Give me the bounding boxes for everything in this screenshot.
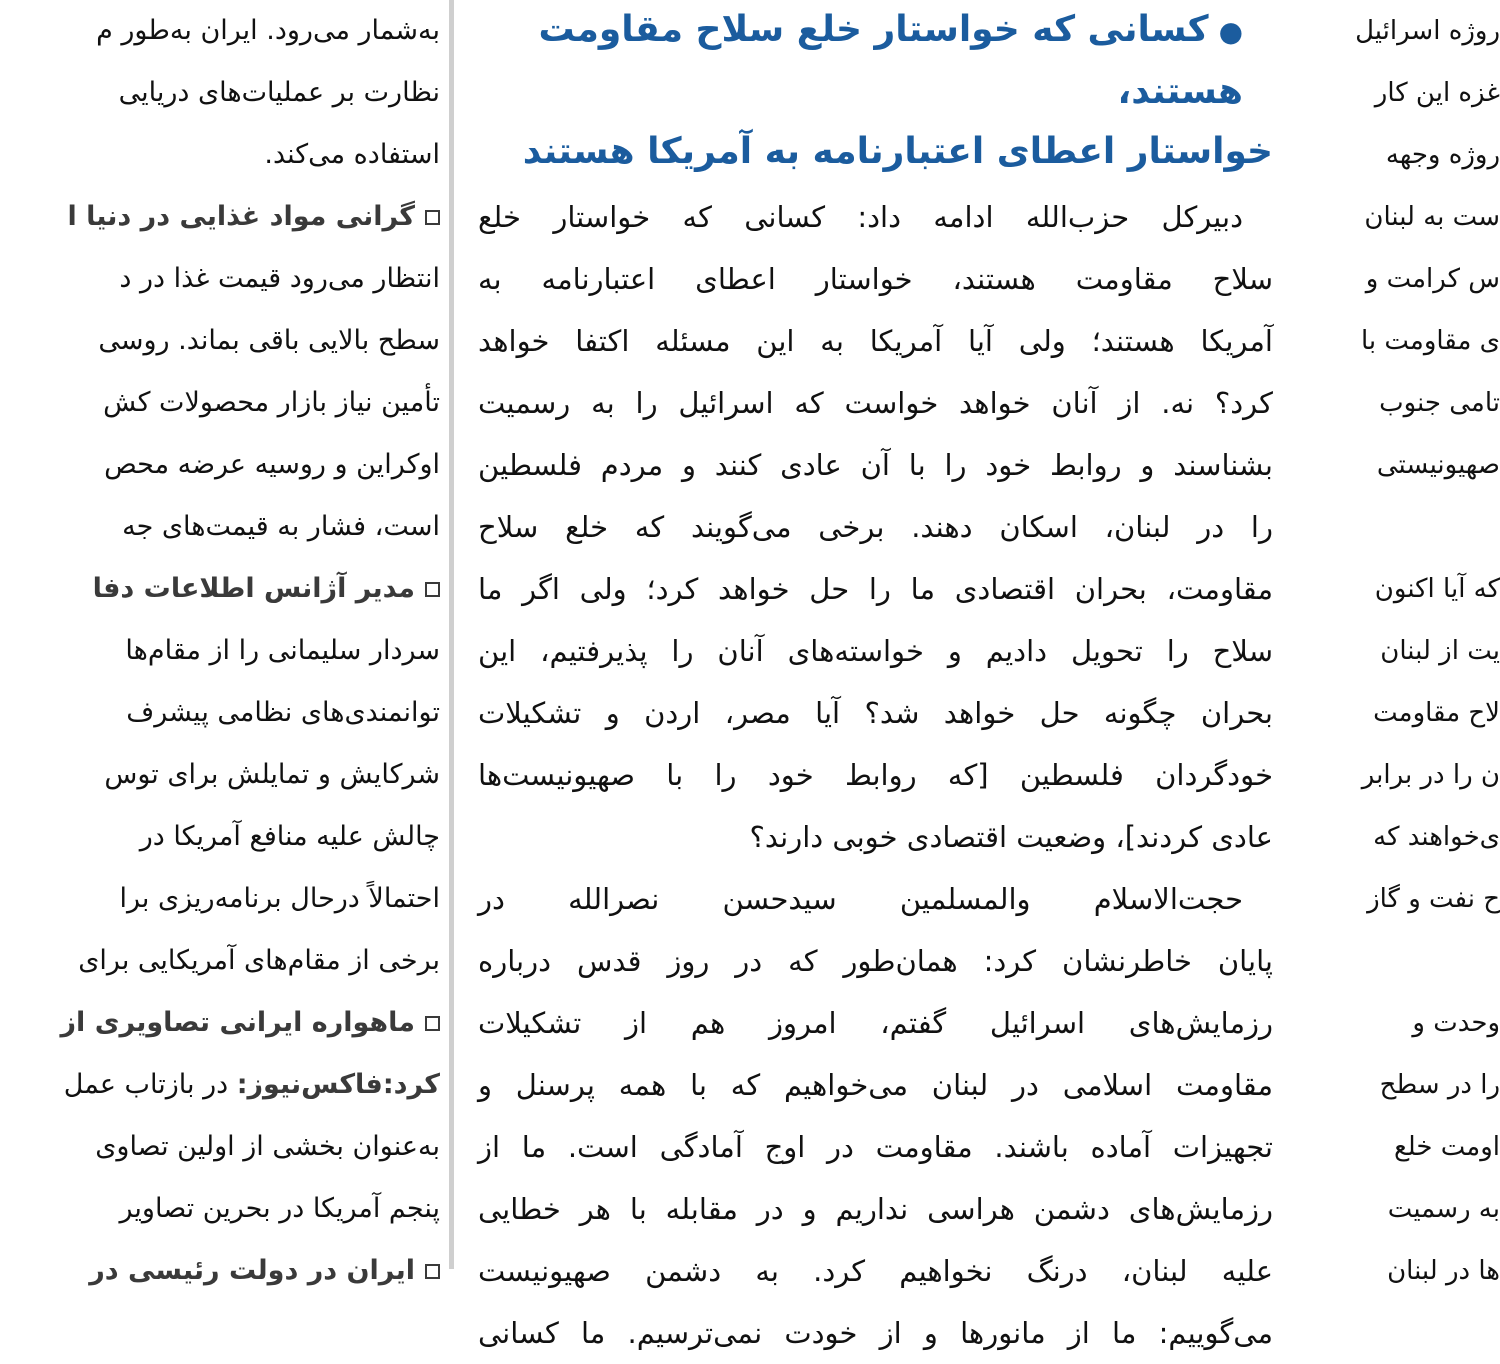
text-line: به رسمیت [1387, 1194, 1500, 1224]
text-line [0, 1054, 440, 1116]
news-source: فاکس‌نیوز: [236, 1069, 383, 1100]
text-line: لاح مقاومت [1373, 698, 1500, 728]
headline-text: کسانی که خواستار خلع سلاح مقاومت هستند، [538, 9, 1243, 112]
text-line: را در لبنان، اسکان دهند. برخی می‌گویند که خلع سلاح [478, 510, 1273, 544]
text-line: تجهیزات آماده باشند. مقاومت در اوج آمادگی است. ما از [478, 1130, 1273, 1164]
text-line: آمریکا هستند؛ ولی آیا آمریکا به این مسئله اکتفا خواهد [478, 324, 1273, 358]
news-subheading [0, 558, 440, 620]
text-line: اومت خلع [1393, 1132, 1500, 1162]
text-line: سردار سلیمانی را از مقام‌ها [125, 635, 440, 666]
text-line: پنجم آمریکا در بحرین تصاویر [119, 1193, 440, 1224]
text-line: ی‌خواهند که [1373, 822, 1500, 852]
square-bullet-icon [425, 582, 440, 597]
text-line: حجت‌الاسلام والمسلمین سیدحسن نصرالله در [478, 882, 1243, 916]
text-line: یت از لبنان [1380, 636, 1500, 666]
text-line: رزمایش‌های اسرائیل گفتم، امروز هم از تشکیلات [478, 1006, 1273, 1040]
text-line: بحران چگونه حل خواهد شد؟ آیا مصر، اردن و تشکیلات [478, 696, 1273, 730]
text-line: عادی کردند]، وضعیت اقتصادی خوبی دارند؟ [749, 820, 1273, 854]
news-subheading [0, 992, 440, 1054]
text-line: روژه اسرائیل [1355, 16, 1500, 46]
text-line: است، فشار به قیمت‌های جه [122, 511, 440, 542]
subheading-text: ایران در دولت رئیسی در [89, 1255, 415, 1286]
text-line: استفاده می‌کند. [264, 139, 440, 170]
subheading-text: گرانی مواد غذایی در دنیا ا [67, 201, 415, 232]
text-line: سطح بالایی باقی بماند. روسی [98, 325, 440, 356]
text-line: که آیا اکنون [1374, 574, 1500, 604]
text-line: را در سطح [1379, 1070, 1500, 1100]
text-line: غزه این کار [1374, 78, 1500, 108]
text-line: وحدت و [1412, 1008, 1500, 1038]
column-divider [449, 0, 454, 1269]
text-line: ست به لبنان [1364, 202, 1500, 232]
text-line: صهیونیستی [1376, 450, 1500, 480]
square-bullet-icon [425, 1016, 440, 1031]
text-line: تامی جنوب [1379, 388, 1500, 418]
text-line: س کرامت و [1365, 264, 1500, 294]
text-line: پایان خاطرنشان کرد: همان‌طور که در روز قدس درباره [478, 944, 1273, 978]
text-line: می‌گوییم: ما از مانورها و از خودت نمی‌ترسیم. ما کسانی [478, 1316, 1273, 1350]
text-line: خودگردان فلسطین [که روابط خود را با صهیونیست‌ها [478, 758, 1273, 792]
left-column [0, 0, 440, 1302]
text-line: ح نفت و گاز [1367, 884, 1500, 914]
text-line: ن را در برابر [1361, 760, 1500, 790]
text-line: رزمایش‌های دشمن هراسی نداریم و در مقابله با هر خطایی [478, 1192, 1273, 1226]
text-line: احتمالاً درحال برنامه‌ریزی برا [119, 883, 440, 914]
text-line: ی مقاومت با [1360, 326, 1500, 356]
paragraph-gap [1330, 496, 1500, 558]
text-line: دبیرکل حزب‌الله ادامه داد: کسانی که خواستار خلع [478, 200, 1243, 234]
text-line: کرد؟ نه. از آنان خواهد خواست که اسرائیل را به رسمیت [478, 386, 1273, 420]
text-line: تأمین نیاز بازار محصولات کش [103, 387, 440, 418]
text-line: برخی از مقام‌های آمریکایی برای [78, 945, 440, 976]
subheading-continuation: کرد: [382, 1069, 440, 1100]
text-line: ها در لبنان [1387, 1256, 1500, 1286]
text-line: توانمندی‌های نظامی پیشرف [126, 697, 440, 728]
text-line: شرکایش و تمایلش برای توس [104, 759, 440, 790]
text-line: بشناسند و روابط خود را با آن عادی کنند و مردم فلسطین [478, 448, 1273, 482]
text-line: مقاومت اسلامی در لبنان می‌خواهیم که با همه پرسنل و [478, 1068, 1273, 1102]
news-subheading [0, 1240, 440, 1302]
text-line: نظارت بر عملیات‌های دریایی [118, 77, 440, 108]
subheading-text: مدیر آژانس اطلاعات دفا [92, 573, 415, 604]
paragraph-gap [1330, 930, 1500, 992]
text-line: اوکراین و روسیه عرضه محص [104, 449, 440, 480]
subheading-text: ماهواره ایرانی تصاویری از [60, 1007, 415, 1038]
text-line: سلاح را تحویل دادیم و خواسته‌های آنان را پذیرفتیم، این [478, 634, 1273, 668]
text-fragment: در بازتاب عمل [63, 1069, 237, 1100]
text-line: انتظار می‌رود قیمت غذا در د [119, 263, 440, 294]
text-line: به‌عنوان بخشی از اولین تصاوی [95, 1131, 440, 1162]
article-headline-line-2: خواستار اعطای اعتبارنامه به آمریکا هستند [522, 131, 1273, 172]
text-line: مقاومت، بحران اقتصادی ما را حل خواهد کرد؛ ولی اگر ما [478, 572, 1273, 606]
text-line: به‌شمار می‌رود. ایران به‌طور م [96, 15, 440, 46]
article-headline-line-1 [478, 0, 1273, 122]
text-line: چالش علیه منافع آمریکا در [139, 821, 440, 852]
right-column [1330, 0, 1500, 1302]
text-line: علیه لبنان، درنگ نخواهیم کرد. به دشمن صهیونیست [478, 1254, 1273, 1288]
text-line: سلاح مقاومت هستند، خواستار اعطای اعتبارنامه به [478, 262, 1273, 296]
text-line: روژه وجهه [1385, 140, 1500, 170]
bullet-icon: ● [1218, 15, 1243, 48]
news-subheading [0, 186, 440, 248]
square-bullet-icon [425, 1264, 440, 1279]
middle-column [478, 0, 1273, 1364]
square-bullet-icon [425, 210, 440, 225]
